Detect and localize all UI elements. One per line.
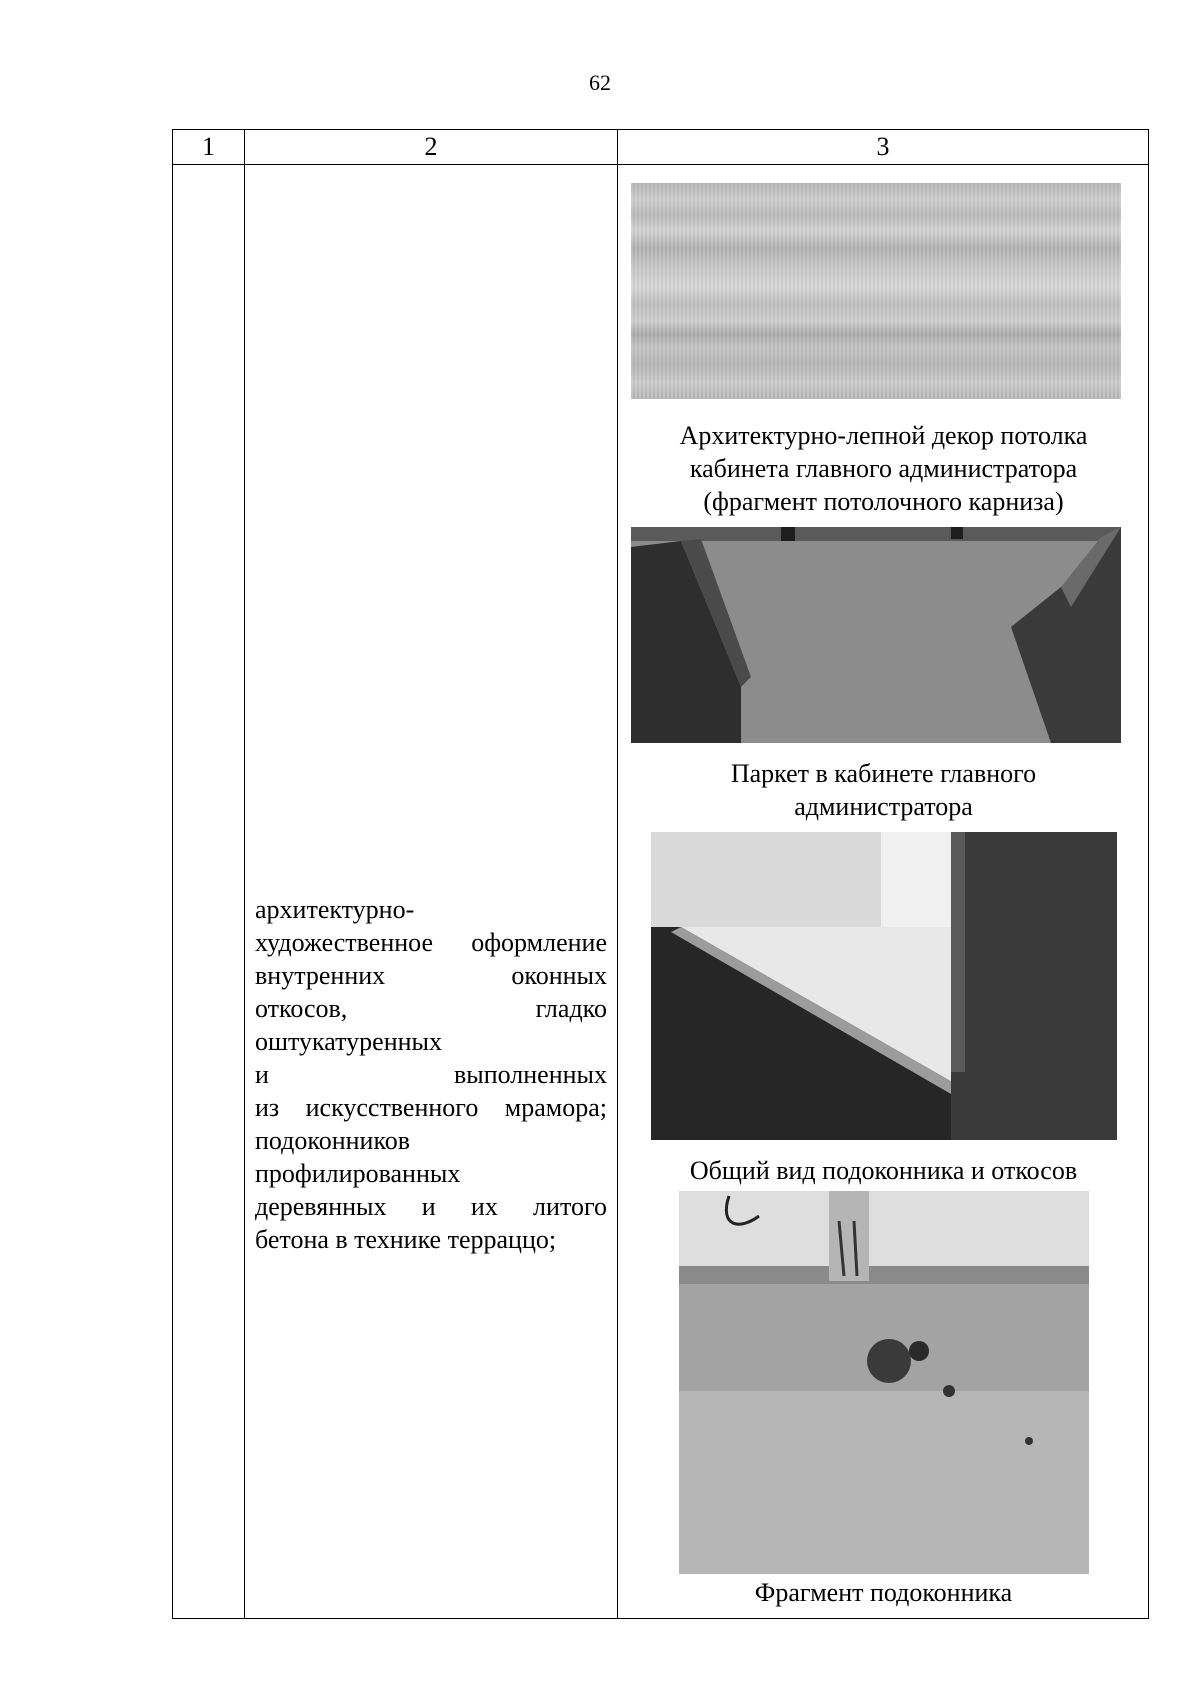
description-line: художественное оформление xyxy=(255,928,607,957)
cell-col-1 xyxy=(173,165,245,1619)
cell-col-2 xyxy=(245,165,618,1619)
photo-caption: Паркет в кабинете главного администратора xyxy=(730,759,1037,821)
description-line: деревянных и их литого xyxy=(255,1192,607,1221)
photo-caption: Фрагмент подоконника xyxy=(754,1578,1013,1607)
description-line: внутренних оконных xyxy=(255,961,607,990)
photo-caption: Архитектурно-лепной декор потолка кабинета главного администратора (фрагмент потолочного карниза) xyxy=(679,421,1088,516)
description-line: подоконников xyxy=(255,1126,411,1155)
description-line: откосов, гладко xyxy=(255,994,607,1023)
description-text xyxy=(255,893,607,1256)
sill-fragment-photo xyxy=(679,1191,1089,1574)
description-line: архитектурно- xyxy=(255,895,415,924)
description-line: бетона в технике терраццо; xyxy=(255,1225,557,1254)
description-line: из искусственного мрамора; xyxy=(255,1093,607,1122)
description-line: профилированных xyxy=(255,1159,461,1188)
cell-col-3 xyxy=(618,165,1149,1619)
table-header-row xyxy=(173,130,1149,165)
parquet-photo xyxy=(631,527,1121,743)
header-col-3: 3 xyxy=(618,130,1149,165)
document-table xyxy=(172,129,1149,1619)
header-col-2: 2 xyxy=(245,130,618,165)
ceiling-cornice-photo xyxy=(631,183,1121,399)
description-line: и выполненных xyxy=(255,1060,607,1089)
table-row xyxy=(173,165,1149,1619)
description-line: оштукатуренных xyxy=(255,1027,443,1056)
window-sill-photo xyxy=(651,832,1117,1140)
page-number: 62 xyxy=(589,70,611,95)
photo-caption: Общий вид подоконника и откосов xyxy=(689,1156,1078,1185)
header-col-1: 1 xyxy=(173,130,245,165)
